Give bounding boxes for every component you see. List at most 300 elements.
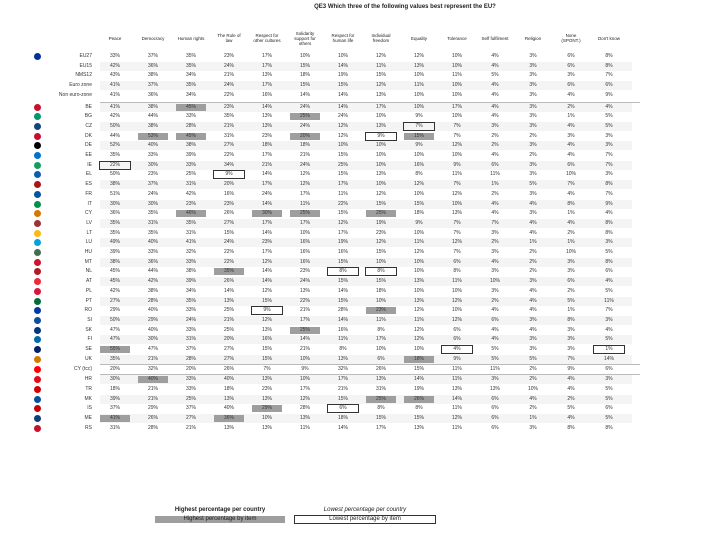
table-cell: 44%	[147, 268, 158, 275]
row-label: EE	[85, 152, 92, 158]
table-row	[85, 345, 632, 354]
table-row	[85, 297, 632, 306]
table-cell: 44%	[109, 132, 120, 139]
table-cell: 12%	[299, 395, 310, 402]
table-cell: 4%	[567, 152, 575, 158]
table-cell: 2%	[529, 268, 537, 275]
table-row	[74, 365, 632, 374]
table-cell: 5%	[491, 346, 499, 352]
table-cell: 4%	[605, 278, 613, 285]
table-cell: 36%	[109, 210, 120, 217]
table-cell: 5%	[605, 113, 613, 120]
table-cell: 15%	[337, 152, 348, 158]
table-cell: 16%	[337, 249, 348, 255]
table-cell: 35%	[185, 82, 196, 89]
eu-flag-icon	[34, 53, 41, 60]
table-cell: 30%	[109, 376, 120, 383]
table-cell: 15%	[375, 200, 386, 207]
column-header: Religion	[524, 35, 542, 41]
table-cell: 35%	[109, 229, 120, 236]
table-row	[86, 219, 632, 228]
table-cell: 10%	[261, 414, 272, 421]
table-cell: 36%	[147, 91, 158, 98]
table-cell: 4%	[529, 229, 537, 236]
table-row	[58, 91, 632, 100]
table-cell: 4%	[567, 91, 575, 98]
column-header: Self fulfilment	[481, 35, 509, 41]
table-cell: 50%	[109, 316, 120, 323]
table-cell: 20%	[109, 366, 120, 373]
table-cell: 3%	[529, 91, 537, 98]
country-flag-icon	[34, 162, 41, 169]
table-cell: 10%	[451, 91, 462, 98]
table-cell: 29%	[147, 405, 158, 412]
table-cell: 12%	[375, 53, 386, 59]
table-cell: 33%	[147, 249, 158, 255]
table-cell: 4%	[529, 395, 537, 402]
table-cell: 13%	[223, 297, 234, 304]
table-cell: 11%	[490, 366, 500, 373]
table-cell: 3%	[605, 376, 613, 383]
column-header: The Rule of law	[217, 33, 241, 43]
table-cell: 2%	[491, 297, 499, 304]
table-cell: 11%	[452, 366, 462, 373]
table-cell: 15%	[375, 249, 386, 255]
table-cell: 6%	[567, 278, 575, 285]
table-cell: 31%	[109, 424, 120, 431]
table-cell: 11%	[452, 72, 462, 79]
row-label: LT	[86, 229, 92, 236]
table-cell: 7%	[605, 152, 613, 158]
table-cell: 14%	[337, 287, 348, 294]
table-cell: 6%	[453, 336, 461, 343]
table-cell: 22%	[223, 91, 234, 98]
table-cell: 27%	[223, 142, 234, 149]
table-cell: 34%	[185, 91, 196, 98]
table-cell: 7%	[453, 181, 461, 188]
table-cell: 23%	[261, 132, 272, 139]
table-cell: 35%	[147, 210, 158, 217]
table-cell: 35%	[214, 268, 244, 275]
table-cell: 24%	[299, 122, 310, 129]
table-cell: 21%	[147, 385, 158, 392]
table-cell: 25%	[366, 396, 396, 403]
table-cell: 35%	[185, 62, 196, 69]
table-cell: 42%	[185, 190, 196, 197]
row-separator	[100, 374, 640, 375]
row-label: EL	[85, 171, 92, 178]
table-cell: 3%	[491, 249, 499, 255]
table-cell: 13%	[261, 424, 272, 431]
table-cell: 8%	[605, 219, 613, 226]
table-cell: 16%	[337, 326, 348, 333]
table-cell: 33%	[185, 258, 196, 265]
table-cell: 14%	[337, 91, 348, 98]
table-cell: 3%	[529, 424, 537, 431]
table-cell: 3%	[567, 268, 575, 275]
table-cell: 4%	[567, 385, 575, 392]
table-cell: 13%	[451, 210, 462, 217]
table-cell: 10%	[375, 152, 386, 158]
table-cell: 17%	[375, 424, 386, 431]
table-cell: 21%	[223, 316, 234, 323]
table-row	[85, 424, 632, 433]
table-cell: 9%	[214, 171, 244, 178]
table-cell: 6%	[491, 424, 499, 431]
table-cell: 21%	[147, 355, 158, 362]
table-cell: 31%	[185, 229, 196, 236]
table-cell: 18%	[404, 356, 434, 363]
table-cell: 4%	[491, 152, 499, 158]
table-cell: 27%	[223, 219, 234, 226]
table-cell: 42%	[109, 287, 120, 294]
table-cell: 1%	[529, 414, 537, 421]
table-cell: 2%	[529, 132, 537, 139]
table-row	[85, 238, 632, 247]
country-flag-icon	[34, 239, 41, 246]
table-cell: 4%	[529, 219, 537, 226]
table-cell: 39%	[109, 395, 120, 402]
table-cell: 23%	[223, 103, 234, 110]
table-cell: 19%	[413, 385, 424, 392]
table-cell: 6%	[567, 53, 575, 59]
table-cell: 13%	[413, 62, 424, 69]
table-cell: 6%	[453, 258, 461, 265]
table-row	[85, 385, 632, 394]
table-cell: 11%	[452, 424, 462, 431]
table-cell: 10%	[413, 91, 424, 98]
table-cell: 13%	[375, 376, 386, 383]
table-cell: 1%	[567, 113, 575, 120]
country-flag-icon	[34, 366, 41, 373]
country-flag-icon	[34, 405, 41, 412]
table-cell: 22%	[223, 258, 234, 265]
table-cell: 10%	[375, 161, 386, 168]
table-cell: 13%	[413, 278, 424, 285]
table-cell: 3%	[491, 268, 499, 275]
table-cell: 38%	[185, 268, 196, 275]
table-cell: 7%	[453, 249, 461, 255]
table-cell: 4%	[567, 219, 575, 226]
column-header: Tolerance	[447, 35, 467, 41]
table-cell: 12%	[261, 287, 272, 294]
table-row	[85, 122, 632, 131]
legend-lo-item: Lowest percentage by item	[295, 516, 435, 523]
table-cell: 15%	[413, 414, 424, 421]
table-cell: 21%	[223, 72, 234, 79]
row-label: PL	[85, 287, 92, 294]
table-cell: 2%	[529, 405, 537, 412]
table-cell: 10%	[375, 181, 386, 188]
table-cell: 31%	[375, 385, 386, 392]
country-flag-icon	[34, 317, 41, 324]
table-cell: 10%	[375, 258, 386, 265]
table-cell: 41%	[109, 91, 120, 98]
table-row	[85, 103, 632, 112]
table-cell: 35%	[109, 219, 120, 226]
table-cell: 2%	[491, 239, 499, 246]
country-flag-icon	[34, 425, 41, 432]
table-cell: 10%	[413, 103, 424, 110]
column-header: Respect for other cultures	[253, 33, 281, 43]
table-cell: 17%	[451, 103, 462, 110]
table-cell: 12%	[451, 142, 462, 149]
table-cell: 34%	[223, 161, 234, 168]
table-cell: 11%	[604, 297, 614, 304]
row-label: EU15	[79, 62, 92, 69]
table-cell: 33%	[147, 152, 158, 158]
table-cell: 7%	[453, 122, 461, 129]
table-cell: 15%	[261, 355, 272, 362]
table-cell: 42%	[109, 113, 120, 120]
table-cell: 18%	[413, 210, 424, 217]
country-flag-icon	[34, 288, 41, 295]
table-cell: 41%	[109, 82, 120, 89]
row-label: RO	[84, 307, 92, 314]
table-row	[85, 209, 632, 218]
table-row	[84, 112, 632, 121]
table-cell: 10%	[375, 142, 386, 149]
table-cell: 3%	[491, 376, 499, 383]
table-cell: 6%	[453, 326, 461, 333]
table-cell: 8%	[415, 171, 423, 178]
table-cell: 11%	[452, 405, 462, 412]
table-cell: 5%	[605, 249, 613, 255]
table-cell: 10%	[451, 113, 462, 120]
table-cell: 21%	[299, 152, 310, 158]
table-cell: 40%	[147, 326, 158, 333]
table-cell: 8%	[567, 424, 575, 431]
table-cell: 17%	[261, 152, 272, 158]
table-cell: 24%	[223, 239, 234, 246]
table-cell: 40%	[223, 376, 234, 383]
table-cell: 45%	[176, 133, 206, 140]
table-cell: 3%	[529, 142, 537, 149]
table-cell: 15%	[223, 229, 234, 236]
table-cell: 4%	[605, 210, 613, 217]
table-cell: 15%	[299, 82, 310, 89]
table-cell: 13%	[223, 424, 234, 431]
table-cell: 12%	[451, 414, 462, 421]
table-row	[84, 414, 632, 423]
column-header: Don't know	[597, 35, 621, 41]
table-cell: 21%	[299, 346, 310, 352]
table-cell: 6%	[567, 62, 575, 69]
row-label: IS	[87, 405, 92, 412]
table-cell: 10%	[413, 287, 424, 294]
table-cell: 12%	[413, 249, 424, 255]
table-cell: 25%	[366, 210, 396, 217]
country-flag-icon	[34, 113, 41, 120]
table-cell: 29%	[109, 307, 120, 314]
table-cell: 3%	[529, 316, 537, 323]
table-cell: 5%	[605, 287, 613, 294]
row-label: IE	[87, 161, 92, 168]
table-cell: 15%	[337, 258, 348, 265]
table-cell: 14%	[413, 376, 424, 383]
table-cell: 15%	[299, 62, 310, 69]
column-header: Respect for human life	[331, 33, 355, 43]
table-cell: 10%	[451, 287, 462, 294]
table-cell: 11%	[490, 171, 500, 178]
table-cell: 17%	[337, 376, 348, 383]
table-cell: 30%	[252, 210, 282, 217]
table-cell: 8%	[567, 316, 575, 323]
table-row	[87, 161, 632, 170]
table-cell: 8%	[415, 405, 423, 412]
table-cell: 38%	[147, 72, 158, 79]
country-flag-icon	[34, 386, 41, 393]
row-label: Non euro-zone	[58, 91, 92, 98]
table-cell: 5%	[491, 72, 499, 79]
table-cell: 3%	[605, 171, 613, 178]
table-cell: 22%	[299, 297, 310, 304]
table-cell: 4%	[529, 307, 537, 314]
table-cell: 13%	[375, 91, 386, 98]
table-row	[85, 267, 632, 276]
table-cell: 6%	[491, 316, 499, 323]
row-label: IT	[87, 200, 92, 207]
table-cell: 3%	[529, 161, 537, 168]
table-cell: 2%	[529, 258, 537, 265]
table-cell: 17%	[337, 229, 348, 236]
table-cell: 44%	[147, 113, 158, 120]
column-header: None (SPONT.)	[561, 33, 581, 43]
table-cell: 24%	[337, 113, 348, 120]
table-cell: 12%	[261, 316, 272, 323]
table-cell: 7%	[491, 219, 499, 226]
table-cell: 21%	[337, 385, 348, 392]
table-cell: 5%	[567, 297, 575, 304]
table-cell: 13%	[375, 122, 386, 129]
table-cell: 26%	[223, 278, 234, 285]
table-cell: 13%	[261, 122, 272, 129]
table-cell: 7%	[453, 219, 461, 226]
table-cell: 39%	[109, 249, 120, 255]
table-cell: 15%	[337, 395, 348, 402]
table-cell: 55%	[100, 346, 130, 353]
table-cell: 10%	[413, 152, 424, 158]
table-cell: 25%	[290, 327, 320, 334]
table-cell: 17%	[337, 181, 348, 188]
table-cell: 33%	[185, 376, 196, 383]
page-title: QE3 Which three of the following values best represent the EU?	[314, 4, 496, 10]
table-cell: 14%	[337, 424, 348, 431]
table-cell: 5%	[605, 414, 613, 421]
table-cell: 24%	[147, 190, 158, 197]
table-cell: 2%	[529, 376, 537, 383]
table-cell: 10%	[489, 278, 500, 285]
table-cell: 2%	[491, 142, 499, 149]
table-cell: 23%	[375, 229, 386, 236]
table-cell: 3%	[567, 72, 575, 79]
table-row	[85, 190, 632, 199]
table-cell: 7%	[567, 355, 575, 362]
table-cell: 15%	[413, 366, 424, 373]
table-cell: 28%	[185, 355, 196, 362]
table-row	[87, 404, 632, 413]
table-cell: 33%	[185, 385, 196, 392]
table-cell: 14%	[261, 171, 272, 178]
table-cell: 10%	[451, 200, 462, 207]
table-cell: 3%	[605, 142, 613, 149]
row-separator	[100, 102, 640, 103]
table-cell: 13%	[489, 385, 500, 392]
table-cell: 11%	[414, 239, 424, 246]
table-cell: 35%	[185, 53, 196, 59]
table-cell: 3%	[491, 122, 499, 129]
table-cell: 16%	[261, 91, 272, 98]
country-flag-icon	[34, 220, 41, 227]
table-row	[86, 229, 632, 238]
table-cell: 12%	[451, 190, 462, 197]
table-cell: 34%	[185, 287, 196, 294]
table-cell: 10%	[413, 268, 424, 275]
row-label: SI	[87, 316, 92, 323]
table-cell: 3%	[529, 62, 537, 69]
country-flag-icon	[34, 268, 41, 275]
table-cell: 24%	[299, 278, 310, 285]
table-cell: 6%	[605, 366, 613, 373]
table-row	[87, 316, 632, 325]
table-cell: 12%	[375, 190, 386, 197]
table-cell: 12%	[413, 326, 424, 333]
table-cell: 30%	[147, 200, 158, 207]
table-cell: 4%	[491, 336, 499, 343]
table-cell: 29%	[147, 316, 158, 323]
table-cell: 2%	[567, 395, 575, 402]
table-cell: 4%	[491, 82, 499, 89]
table-cell: 7%	[453, 229, 461, 236]
table-cell: 14%	[261, 200, 272, 207]
table-cell: 12%	[337, 132, 348, 139]
table-cell: 39%	[185, 152, 196, 158]
table-cell: 10%	[451, 62, 462, 69]
table-cell: 11%	[300, 424, 310, 431]
row-label: CZ	[85, 122, 92, 129]
row-label: UK	[85, 355, 92, 362]
row-label: MT	[84, 258, 92, 265]
table-cell: 17%	[261, 219, 272, 226]
table-cell: 53%	[138, 133, 168, 140]
table-cell: 10%	[375, 113, 386, 120]
table-cell: 2%	[567, 229, 575, 236]
table-cell: 3%	[567, 326, 575, 333]
table-cell: 32%	[185, 249, 196, 255]
table-cell: 31%	[223, 132, 234, 139]
table-cell: 11%	[452, 171, 462, 178]
table-cell: 12%	[299, 181, 310, 188]
table-cell: 3%	[529, 72, 537, 79]
table-cell: 47%	[109, 326, 120, 333]
table-cell: 4%	[529, 200, 537, 207]
table-cell: 25%	[185, 171, 196, 178]
table-cell: 1%	[567, 239, 575, 246]
table-cell: 5%	[605, 122, 613, 129]
table-row	[85, 355, 632, 364]
table-cell: 13%	[261, 113, 272, 120]
table-cell: 21%	[261, 161, 272, 168]
table-cell: 38%	[147, 103, 158, 110]
table-cell: 12%	[413, 53, 424, 59]
table-cell: 42%	[147, 278, 158, 285]
country-flag-icon	[34, 133, 41, 140]
table-cell: 10%	[299, 53, 310, 59]
table-cell: 17%	[261, 181, 272, 188]
table-cell: 22%	[100, 162, 130, 169]
table-cell: 3%	[567, 258, 575, 265]
table-cell: 8%	[453, 268, 461, 275]
